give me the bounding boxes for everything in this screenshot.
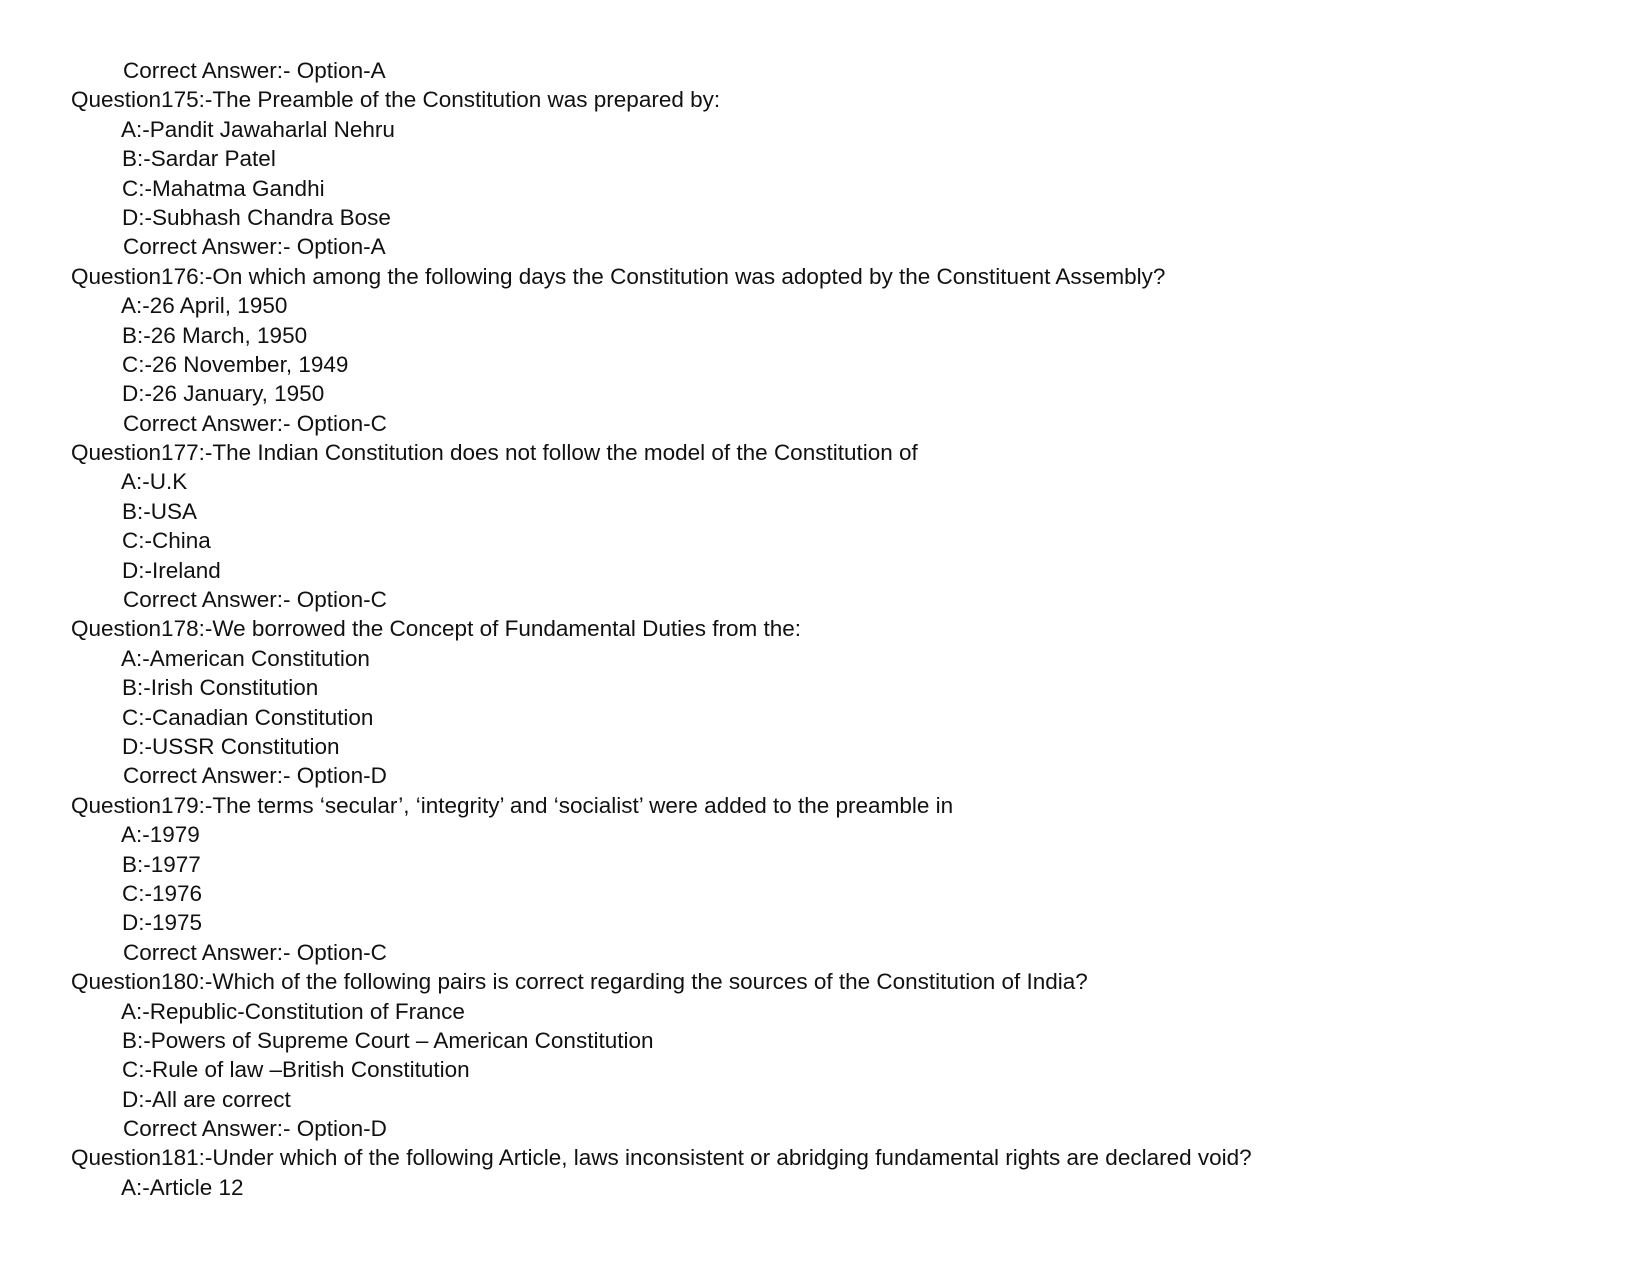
question-block-175 <box>0 85 1652 261</box>
option-a: A:-26 April, 1950 <box>121 293 288 319</box>
option-b: B:-Irish Constitution <box>122 675 319 701</box>
correct-answer: Correct Answer:- Option-D <box>123 763 387 789</box>
option-d: D:-USSR Constitution <box>122 733 340 759</box>
option-c: C:-Rule of law –British Constitution <box>122 1057 470 1083</box>
option-a: A:-Republic-Constitution of France <box>121 998 465 1024</box>
option-c: C:-1976 <box>122 880 203 906</box>
option-a: A:-Article 12 <box>121 1174 244 1200</box>
correct-answer: Correct Answer:- Option-A <box>123 234 386 260</box>
question-text: Question180:-Which of the following pairs is correct regarding the sources of the Constitution of India? <box>71 969 1088 995</box>
correct-answer: Correct Answer:- Option-C <box>123 587 387 613</box>
option-d: D:-1975 <box>122 910 203 936</box>
option-b: B:-Powers of Supreme Court – American Constitution <box>122 1027 654 1053</box>
option-a: A:-American Constitution <box>121 645 370 671</box>
correct-answer: Correct Answer:- Option-C <box>123 410 387 436</box>
question-block-178 <box>0 614 1652 790</box>
correct-answer: Correct Answer:- Option-D <box>123 1116 387 1142</box>
option-d: D:-26 January, 1950 <box>122 381 325 407</box>
question-text: Question175:-The Preamble of the Constitution was prepared by: <box>71 87 721 113</box>
question-text: Question178:-We borrowed the Concept of Fundamental Duties from the: <box>71 616 801 642</box>
option-a: A:-Pandit Jawaharlal Nehru <box>121 116 395 142</box>
question-block-177 <box>0 438 1652 614</box>
question-text: Question177:-The Indian Constitution does not follow the model of the Constitution of <box>71 440 918 466</box>
question-text: Question181:-Under which of the following Article, laws inconsistent or abridging fundamental rights are declared void? <box>71 1145 1252 1171</box>
option-d: D:-Subhash Chandra Bose <box>122 204 391 230</box>
option-b: B:-1977 <box>122 851 201 877</box>
question-block-176 <box>0 262 1652 438</box>
option-d: D:-Ireland <box>122 557 221 583</box>
option-c: C:-China <box>122 528 211 554</box>
option-c: C:-Canadian Constitution <box>122 704 374 730</box>
option-c: C:-Mahatma Gandhi <box>122 175 325 201</box>
question-block-179 <box>0 791 1652 967</box>
option-a: A:-1979 <box>121 822 200 848</box>
document-page <box>0 56 1652 1202</box>
option-b: B:-USA <box>122 498 198 524</box>
option-c: C:-26 November, 1949 <box>122 351 349 377</box>
correct-answer-174: Correct Answer:- Option-A <box>123 58 386 83</box>
option-d: D:-All are correct <box>122 1086 291 1112</box>
option-a: A:-U.K <box>121 469 188 495</box>
question-block-180 <box>0 967 1652 1143</box>
question-text: Question176:-On which among the following days the Constitution was adopted by the Constituent Assembly? <box>71 263 1166 289</box>
question-block-181 <box>0 1143 1652 1202</box>
question-text: Question179:-The terms ‘secular’, ‘integrity’ and ‘socialist’ were added to the preamble in <box>71 792 954 818</box>
option-b: B:-Sardar Patel <box>122 146 276 172</box>
option-b: B:-26 March, 1950 <box>122 322 308 348</box>
correct-answer: Correct Answer:- Option-C <box>123 939 387 965</box>
